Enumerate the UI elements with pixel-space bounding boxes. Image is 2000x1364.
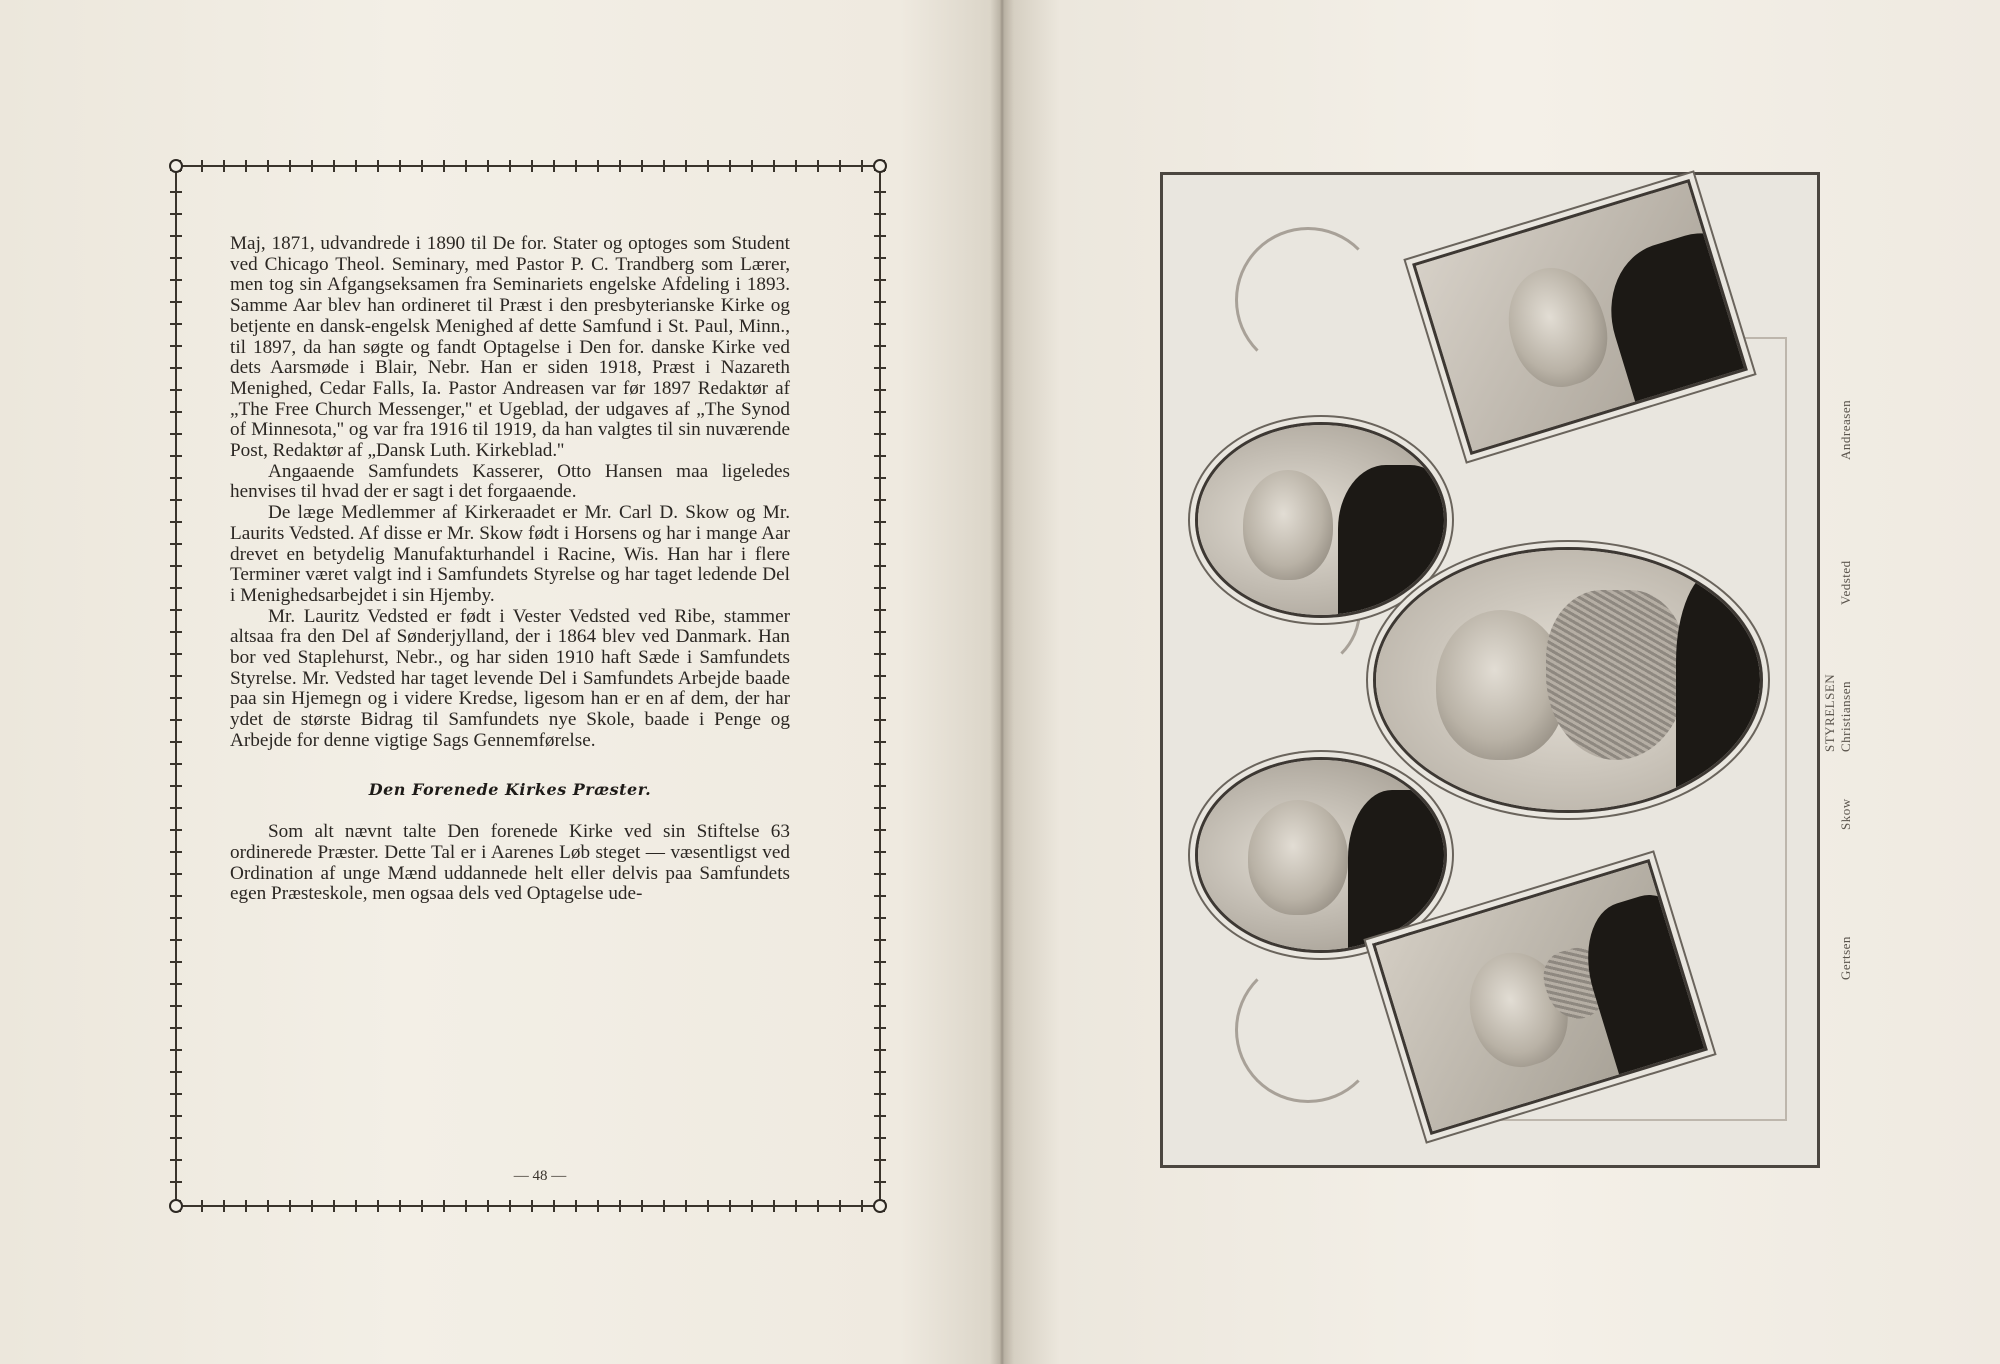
paragraph: De læge Medlemmer af Kirkeraadet er Mr. Carl D. Skow og Mr. Laurits Vedsted. Af disse er Mr. Skow født i Horsens og har i mange Aar drevet en betydelig Manufakturhandel i Racine, Wis. Han har i flere Terminer været valgt ind i Samfundets Styrelse og har taget ledende Del i Menighedsarbejdet i sin Hjemby. bbox=[230, 502, 790, 606]
caption-name: Christiansen bbox=[1838, 681, 1853, 752]
paragraph: Maj, 1871, udvandrede i 1890 til De for. Stater og optoges som Student ved Chicago Theol. Seminary, med Pastor P. C. Trandberg som Lærer, men tog sin Afgangseksamen fra Seminariets engelske Afdeling i 1893. Samme Aar blev han ordineret til Præst i den presbyterianske Kirke og betjente en dansk-engelsk Menighed af dette Samfund i St. Paul, Minn., til 1897, da han søgte og fandt Optagelse i Den for. danske Kirke ved dets Aarsmøde i Blair, Nebr. Han er siden 1918, Præst i Nazareth Menighed, Cedar Falls, Ia. Pastor Andreasen var før 1897 Redaktør af „The Free Church Messenger,'' et Ugeblad, der udgaves af „The Synod of Minnesota,'' og var fra 1916 til 1919, da han valgtes til sin nuværende Post, Redaktør af „Dansk Luth. Kirkeblad.'' bbox=[230, 233, 790, 462]
corner-ornament-icon bbox=[873, 1199, 887, 1213]
border-right bbox=[874, 160, 886, 1212]
paragraph: Angaaende Samfundets Kasserer, Otto Hansen maa ligeledes henvises til hvad der er sagt i det forgaaende. bbox=[230, 460, 790, 503]
paragraph: Som alt nævnt talte Den forenede Kirke ved sin Stiftelse 63 ordinerede Præster. Dette Tal er i Aarenes Løb steget — væsentligst ved Ordination af unge Mænd uddannede helt eller delvis paa Samfundets egen Præsteskole, men ogsaa dels ved Optagelse ude- bbox=[230, 821, 790, 905]
caption-name: Gertsen bbox=[1838, 936, 1853, 980]
caption-name: Skow bbox=[1838, 798, 1853, 830]
portrait-plate bbox=[1160, 172, 1820, 1168]
plate-inner bbox=[1175, 187, 1805, 1153]
scroll-ornament bbox=[1235, 957, 1381, 1103]
plate-caption bbox=[1822, 360, 1922, 1000]
border-bottom bbox=[170, 1200, 886, 1212]
corner-ornament-icon bbox=[169, 1199, 183, 1213]
section-heading: Den Forenede Kirkes Præster. bbox=[368, 779, 652, 799]
border-top bbox=[170, 160, 886, 172]
face bbox=[1243, 470, 1333, 580]
corner-ornament-icon bbox=[873, 159, 887, 173]
scroll-ornament bbox=[1235, 227, 1381, 373]
caption-name: Andreasen bbox=[1838, 399, 1853, 460]
book-gutter bbox=[990, 0, 1014, 1364]
caption-name: Vedsted bbox=[1838, 560, 1853, 605]
beard bbox=[1546, 590, 1686, 760]
coat bbox=[1676, 570, 1763, 800]
page-number: — 48 — bbox=[513, 1168, 567, 1184]
portrait-skow bbox=[1195, 757, 1447, 953]
face bbox=[1248, 800, 1348, 915]
paragraph: Mr. Lauritz Vedsted er født i Vester Vedsted ved Ribe, stammer altsaa fra den Del af Sønderjylland, der i 1864 blev ved Danmark. Han bor ved Staplehurst, Nebr., og har siden 1910 haft Sæde i Samfundets Styrelse. Mr. Vedsted har taget levende Del i Samfundets Arbejde baade paa sin Hjemegn og i videre Kredse, ligesom han er en af dem, der har ydet de største Bidrag til Samfundets nye Skole, baade i Penge og Arbejde for denne vigtige Sags Gennemførelse. bbox=[230, 605, 790, 751]
body-text bbox=[230, 234, 790, 905]
border-left bbox=[170, 160, 182, 1212]
caption-title: STYRELSEN bbox=[1822, 673, 1837, 752]
corner-ornament-icon bbox=[169, 159, 183, 173]
